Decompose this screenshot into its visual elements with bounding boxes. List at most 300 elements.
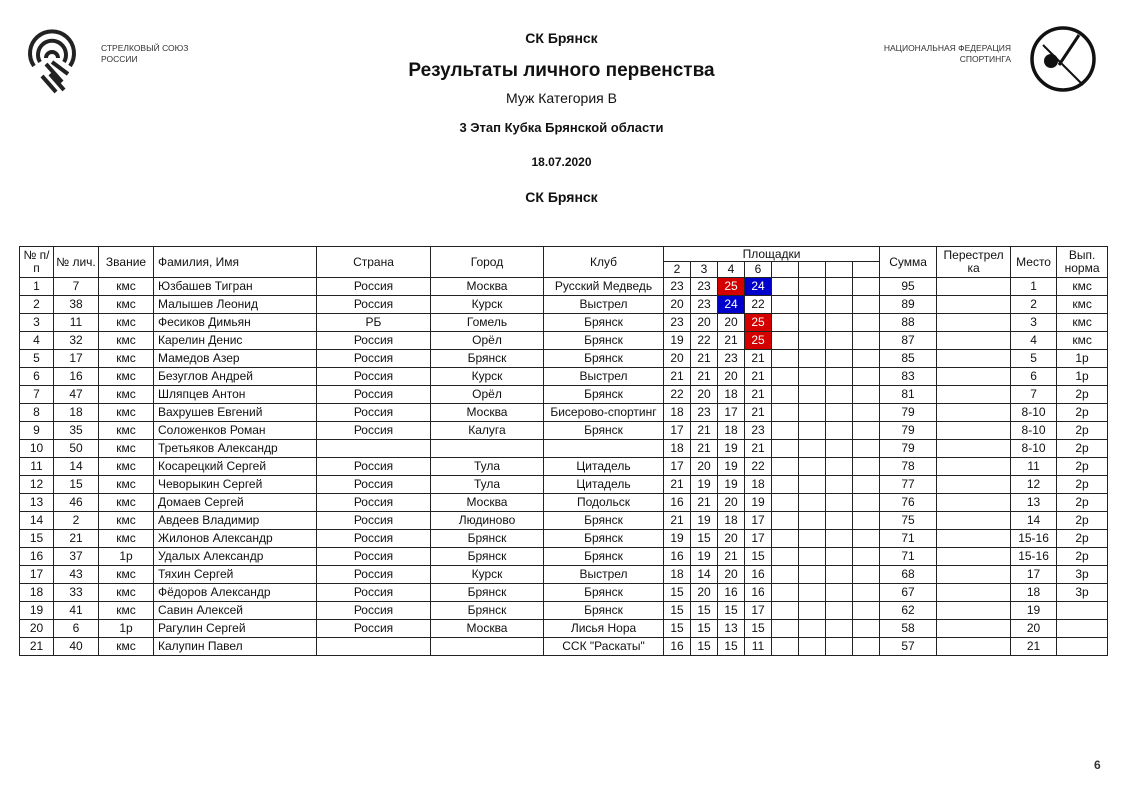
place: 20 <box>1011 620 1057 638</box>
stand-number: 4 <box>718 262 745 278</box>
org-right-line2: СПОРТИНГА <box>959 54 1011 64</box>
place: 14 <box>1011 512 1057 530</box>
athlete-id: 15 <box>54 476 99 494</box>
athlete-city: Брянск <box>431 548 544 566</box>
place: 2 <box>1011 296 1057 314</box>
athlete-name: Юзбашев Тигран <box>154 278 317 296</box>
athlete-country: Россия <box>317 350 431 368</box>
col-header-name: Фамилия, Имя <box>154 247 317 278</box>
shootoff <box>937 548 1011 566</box>
stand-score: 18 <box>718 422 745 440</box>
stand-score-empty <box>799 386 826 404</box>
stand-score: 13 <box>718 620 745 638</box>
total-sum: 85 <box>880 350 937 368</box>
athlete-city <box>431 638 544 656</box>
total-sum: 68 <box>880 566 937 584</box>
athlete-id: 7 <box>54 278 99 296</box>
stand-score: 23 <box>691 278 718 296</box>
stand-score: 20 <box>664 350 691 368</box>
athlete-country: Россия <box>317 512 431 530</box>
athlete-id: 50 <box>54 440 99 458</box>
stand-score-empty <box>826 638 853 656</box>
athlete-name: Фесиков Димьян <box>154 314 317 332</box>
table-row <box>20 512 1108 530</box>
total-sum: 89 <box>880 296 937 314</box>
athlete-country: Россия <box>317 332 431 350</box>
place: 8-10 <box>1011 422 1057 440</box>
total-sum: 79 <box>880 404 937 422</box>
table-row <box>20 296 1108 314</box>
place: 12 <box>1011 476 1057 494</box>
athlete-country: Россия <box>317 458 431 476</box>
stand-score-empty <box>799 530 826 548</box>
norm: 2р <box>1057 512 1108 530</box>
stand-score: 21 <box>745 368 772 386</box>
athlete-club <box>544 440 664 458</box>
stand-score-empty <box>853 314 880 332</box>
stand-number <box>772 262 799 278</box>
athlete-rank: кмс <box>99 404 154 422</box>
athlete-country <box>317 638 431 656</box>
athlete-club: Брянск <box>544 602 664 620</box>
athlete-country: Россия <box>317 422 431 440</box>
stand-score: 16 <box>664 638 691 656</box>
table-row <box>20 440 1108 458</box>
stand-score-empty <box>826 422 853 440</box>
stand-score-empty <box>826 278 853 296</box>
norm: 2р <box>1057 386 1108 404</box>
stand-score-empty <box>826 458 853 476</box>
stand-score-empty <box>853 494 880 512</box>
table-row <box>20 332 1108 350</box>
athlete-club: Лисья Нора <box>544 620 664 638</box>
table-row <box>20 548 1108 566</box>
stand-score: 11 <box>745 638 772 656</box>
stand-score-empty <box>853 530 880 548</box>
stand-score: 22 <box>691 332 718 350</box>
stand-score-empty <box>826 494 853 512</box>
stand-score: 17 <box>664 458 691 476</box>
table-row <box>20 422 1108 440</box>
athlete-club: Цитадель <box>544 476 664 494</box>
stand-score-empty <box>853 296 880 314</box>
place: 19 <box>1011 602 1057 620</box>
stand-score: 20 <box>718 530 745 548</box>
total-sum: 95 <box>880 278 937 296</box>
table-row <box>20 530 1108 548</box>
athlete-club: Подольск <box>544 494 664 512</box>
stand-score-empty <box>799 602 826 620</box>
stand-score: 22 <box>664 386 691 404</box>
stand-score-empty <box>772 566 799 584</box>
place: 13 <box>1011 494 1057 512</box>
col-header-country: Страна <box>317 247 431 278</box>
place: 15-16 <box>1011 530 1057 548</box>
norm: 2р <box>1057 494 1108 512</box>
stand-score: 21 <box>745 350 772 368</box>
row-number: 14 <box>20 512 54 530</box>
stand-score-empty <box>853 566 880 584</box>
shootoff <box>937 386 1011 404</box>
athlete-city: Калуга <box>431 422 544 440</box>
table-row <box>20 278 1108 296</box>
place: 3 <box>1011 314 1057 332</box>
athlete-country: Россия <box>317 368 431 386</box>
athlete-rank: кмс <box>99 296 154 314</box>
athlete-id: 38 <box>54 296 99 314</box>
stand-score: 15 <box>718 638 745 656</box>
stand-score-empty <box>799 548 826 566</box>
total-sum: 71 <box>880 548 937 566</box>
place: 17 <box>1011 566 1057 584</box>
stand-score: 14 <box>691 566 718 584</box>
athlete-city: Тула <box>431 476 544 494</box>
stand-score-empty <box>772 386 799 404</box>
stand-score: 17 <box>745 530 772 548</box>
org-right-line1: НАЦИОНАЛЬНАЯ ФЕДЕРАЦИЯ <box>883 43 1011 53</box>
stand-score: 18 <box>664 566 691 584</box>
athlete-city: Гомель <box>431 314 544 332</box>
place: 18 <box>1011 584 1057 602</box>
stand-score: 20 <box>691 386 718 404</box>
athlete-rank: кмс <box>99 386 154 404</box>
stand-score: 15 <box>745 548 772 566</box>
athlete-club: Брянск <box>544 584 664 602</box>
stand-score-empty <box>826 296 853 314</box>
athlete-city: Людиново <box>431 512 544 530</box>
row-number: 3 <box>20 314 54 332</box>
athlete-city: Брянск <box>431 530 544 548</box>
stand-score-empty <box>799 314 826 332</box>
norm: кмс <box>1057 314 1108 332</box>
athlete-city: Москва <box>431 404 544 422</box>
athlete-city: Брянск <box>431 350 544 368</box>
stand-score-empty <box>826 602 853 620</box>
stand-score-empty <box>799 404 826 422</box>
stand-score-empty <box>772 314 799 332</box>
stand-score-empty <box>799 422 826 440</box>
shootoff <box>937 458 1011 476</box>
stand-score-empty <box>826 350 853 368</box>
athlete-club: Русский Медведь <box>544 278 664 296</box>
athlete-rank: кмс <box>99 530 154 548</box>
athlete-city: Курск <box>431 368 544 386</box>
athlete-id: 43 <box>54 566 99 584</box>
athlete-club: Брянск <box>544 422 664 440</box>
row-number: 13 <box>20 494 54 512</box>
athlete-city: Тула <box>431 458 544 476</box>
col-header-city: Город <box>431 247 544 278</box>
shootoff <box>937 278 1011 296</box>
norm <box>1057 638 1108 656</box>
stand-score-empty <box>799 440 826 458</box>
stand-score: 21 <box>691 440 718 458</box>
total-sum: 75 <box>880 512 937 530</box>
athlete-club: Брянск <box>544 332 664 350</box>
stand-score-empty <box>826 584 853 602</box>
stand-score: 15 <box>745 620 772 638</box>
stand-score-empty <box>826 404 853 422</box>
shootoff <box>937 332 1011 350</box>
athlete-city: Курск <box>431 566 544 584</box>
stand-score: 20 <box>718 494 745 512</box>
athlete-rank: кмс <box>99 368 154 386</box>
athlete-country <box>317 440 431 458</box>
athlete-club: Брянск <box>544 386 664 404</box>
stand-score: 16 <box>664 494 691 512</box>
stand-score-empty <box>799 638 826 656</box>
stand-score-empty <box>772 494 799 512</box>
athlete-rank: кмс <box>99 512 154 530</box>
stand-score-empty <box>772 620 799 638</box>
row-number: 4 <box>20 332 54 350</box>
athlete-name: Соложенков Роман <box>154 422 317 440</box>
stand-number: 3 <box>691 262 718 278</box>
total-sum: 83 <box>880 368 937 386</box>
shootoff <box>937 620 1011 638</box>
row-number: 12 <box>20 476 54 494</box>
total-sum: 88 <box>880 314 937 332</box>
stand-score-empty <box>826 476 853 494</box>
stand-score: 19 <box>718 458 745 476</box>
stand-score: 23 <box>718 350 745 368</box>
shootoff <box>937 350 1011 368</box>
stand-score-empty <box>853 512 880 530</box>
stand-score-empty <box>772 458 799 476</box>
place: 8-10 <box>1011 404 1057 422</box>
stand-score-empty <box>799 350 826 368</box>
stand-score-empty <box>826 566 853 584</box>
shootoff <box>937 476 1011 494</box>
table-row <box>20 458 1108 476</box>
athlete-city: Курск <box>431 296 544 314</box>
stand-score-empty <box>799 584 826 602</box>
header-club-secondary: СК Брянск <box>525 189 598 205</box>
athlete-country: Россия <box>317 620 431 638</box>
stand-score: 15 <box>664 620 691 638</box>
stand-score: 21 <box>691 350 718 368</box>
athlete-id: 32 <box>54 332 99 350</box>
athlete-rank: кмс <box>99 584 154 602</box>
norm: 2р <box>1057 404 1108 422</box>
stand-score-empty <box>826 512 853 530</box>
table-row <box>20 386 1108 404</box>
stand-score-empty <box>772 404 799 422</box>
col-header-rank: Звание <box>99 247 154 278</box>
athlete-country: Россия <box>317 278 431 296</box>
athlete-rank: кмс <box>99 638 154 656</box>
athlete-rank: кмс <box>99 350 154 368</box>
event-date: 18.07.2020 <box>531 155 592 169</box>
athlete-name: Малышев Леонид <box>154 296 317 314</box>
stand-score-empty <box>772 296 799 314</box>
stand-score: 21 <box>718 548 745 566</box>
stand-score-empty <box>853 404 880 422</box>
stand-score-empty <box>826 314 853 332</box>
stand-score-empty <box>853 638 880 656</box>
athlete-country: РБ <box>317 314 431 332</box>
athlete-id: 11 <box>54 314 99 332</box>
place: 5 <box>1011 350 1057 368</box>
table-row <box>20 584 1108 602</box>
athlete-club: Брянск <box>544 512 664 530</box>
athlete-club: Цитадель <box>544 458 664 476</box>
athlete-id: 6 <box>54 620 99 638</box>
athlete-name: Удалых Александр <box>154 548 317 566</box>
stand-score-empty <box>799 368 826 386</box>
athlete-name: Калупин Павел <box>154 638 317 656</box>
stand-score: 21 <box>718 332 745 350</box>
row-number: 9 <box>20 422 54 440</box>
stand-score-empty <box>772 548 799 566</box>
row-number: 2 <box>20 296 54 314</box>
total-sum: 77 <box>880 476 937 494</box>
table-row <box>20 350 1108 368</box>
stand-score-empty <box>799 458 826 476</box>
athlete-id: 47 <box>54 386 99 404</box>
athlete-club: Выстрел <box>544 566 664 584</box>
stand-score: 15 <box>691 620 718 638</box>
stand-score-empty <box>799 620 826 638</box>
shootoff <box>937 422 1011 440</box>
stand-score: 22 <box>745 458 772 476</box>
stand-score-empty <box>853 584 880 602</box>
total-sum: 67 <box>880 584 937 602</box>
place: 6 <box>1011 368 1057 386</box>
athlete-name: Рагулин Сергей <box>154 620 317 638</box>
stand-score: 19 <box>664 332 691 350</box>
stand-score-empty <box>772 332 799 350</box>
athlete-id: 17 <box>54 350 99 368</box>
stand-score: 18 <box>664 404 691 422</box>
col-header-num: № п/п <box>20 247 54 278</box>
athlete-id: 37 <box>54 548 99 566</box>
stand-score: 16 <box>745 584 772 602</box>
athlete-rank: кмс <box>99 494 154 512</box>
stand-score: 25 <box>718 278 745 296</box>
table-row <box>20 566 1108 584</box>
stand-score: 17 <box>745 512 772 530</box>
stand-score: 25 <box>745 332 772 350</box>
athlete-city: Москва <box>431 494 544 512</box>
stand-score-empty <box>772 440 799 458</box>
stand-score-empty <box>853 602 880 620</box>
athlete-id: 21 <box>54 530 99 548</box>
table-row <box>20 404 1108 422</box>
stand-score: 16 <box>718 584 745 602</box>
table-header-row <box>20 247 1108 262</box>
athlete-id: 35 <box>54 422 99 440</box>
shootoff <box>937 530 1011 548</box>
stand-score: 24 <box>745 278 772 296</box>
stand-number: 2 <box>664 262 691 278</box>
stand-score: 15 <box>718 602 745 620</box>
place: 1 <box>1011 278 1057 296</box>
row-number: 5 <box>20 350 54 368</box>
athlete-country: Россия <box>317 296 431 314</box>
table-row <box>20 314 1108 332</box>
stand-number: 6 <box>745 262 772 278</box>
norm: 2р <box>1057 530 1108 548</box>
stand-score-empty <box>799 278 826 296</box>
stand-score: 15 <box>664 602 691 620</box>
stand-score: 23 <box>745 422 772 440</box>
shootoff <box>937 602 1011 620</box>
stand-score: 20 <box>664 296 691 314</box>
norm: 1р <box>1057 350 1108 368</box>
athlete-rank: кмс <box>99 332 154 350</box>
row-number: 20 <box>20 620 54 638</box>
page-number: 6 <box>1094 758 1101 772</box>
row-number: 17 <box>20 566 54 584</box>
table-row <box>20 620 1108 638</box>
athlete-id: 14 <box>54 458 99 476</box>
athlete-club: Брянск <box>544 548 664 566</box>
athlete-name: Авдеев Владимир <box>154 512 317 530</box>
norm: 2р <box>1057 458 1108 476</box>
stand-score: 22 <box>745 296 772 314</box>
stand-score-empty <box>772 584 799 602</box>
athlete-id: 16 <box>54 368 99 386</box>
stand-score-empty <box>853 548 880 566</box>
athlete-club: Выстрел <box>544 296 664 314</box>
norm: 3р <box>1057 584 1108 602</box>
athlete-city: Брянск <box>431 602 544 620</box>
athlete-id: 46 <box>54 494 99 512</box>
row-number: 10 <box>20 440 54 458</box>
stand-score: 19 <box>691 548 718 566</box>
athlete-name: Третьяков Александр <box>154 440 317 458</box>
norm: кмс <box>1057 278 1108 296</box>
athlete-name: Карелин Денис <box>154 332 317 350</box>
stand-score-empty <box>853 386 880 404</box>
stand-score-empty <box>799 566 826 584</box>
athlete-city <box>431 440 544 458</box>
row-number: 11 <box>20 458 54 476</box>
stand-score-empty <box>799 512 826 530</box>
stand-score: 21 <box>691 422 718 440</box>
total-sum: 87 <box>880 332 937 350</box>
athlete-id: 40 <box>54 638 99 656</box>
place: 21 <box>1011 638 1057 656</box>
stand-score: 21 <box>745 386 772 404</box>
stand-score-empty <box>853 620 880 638</box>
stand-score-empty <box>853 422 880 440</box>
athlete-rank: кмс <box>99 566 154 584</box>
athlete-rank: 1р <box>99 620 154 638</box>
stand-score-empty <box>772 278 799 296</box>
stand-score-empty <box>853 458 880 476</box>
stand-score-empty <box>826 548 853 566</box>
stand-score-empty <box>772 368 799 386</box>
norm: 3р <box>1057 566 1108 584</box>
athlete-rank: кмс <box>99 422 154 440</box>
place: 7 <box>1011 386 1057 404</box>
stand-score-empty <box>853 440 880 458</box>
category: Муж Категория В <box>506 90 617 106</box>
norm: кмс <box>1057 332 1108 350</box>
stand-score: 19 <box>718 440 745 458</box>
athlete-city: Москва <box>431 620 544 638</box>
row-number: 7 <box>20 386 54 404</box>
athlete-rank: кмс <box>99 314 154 332</box>
stand-score: 15 <box>664 584 691 602</box>
athlete-country: Россия <box>317 584 431 602</box>
row-number: 19 <box>20 602 54 620</box>
norm <box>1057 602 1108 620</box>
shootoff <box>937 638 1011 656</box>
norm: кмс <box>1057 296 1108 314</box>
